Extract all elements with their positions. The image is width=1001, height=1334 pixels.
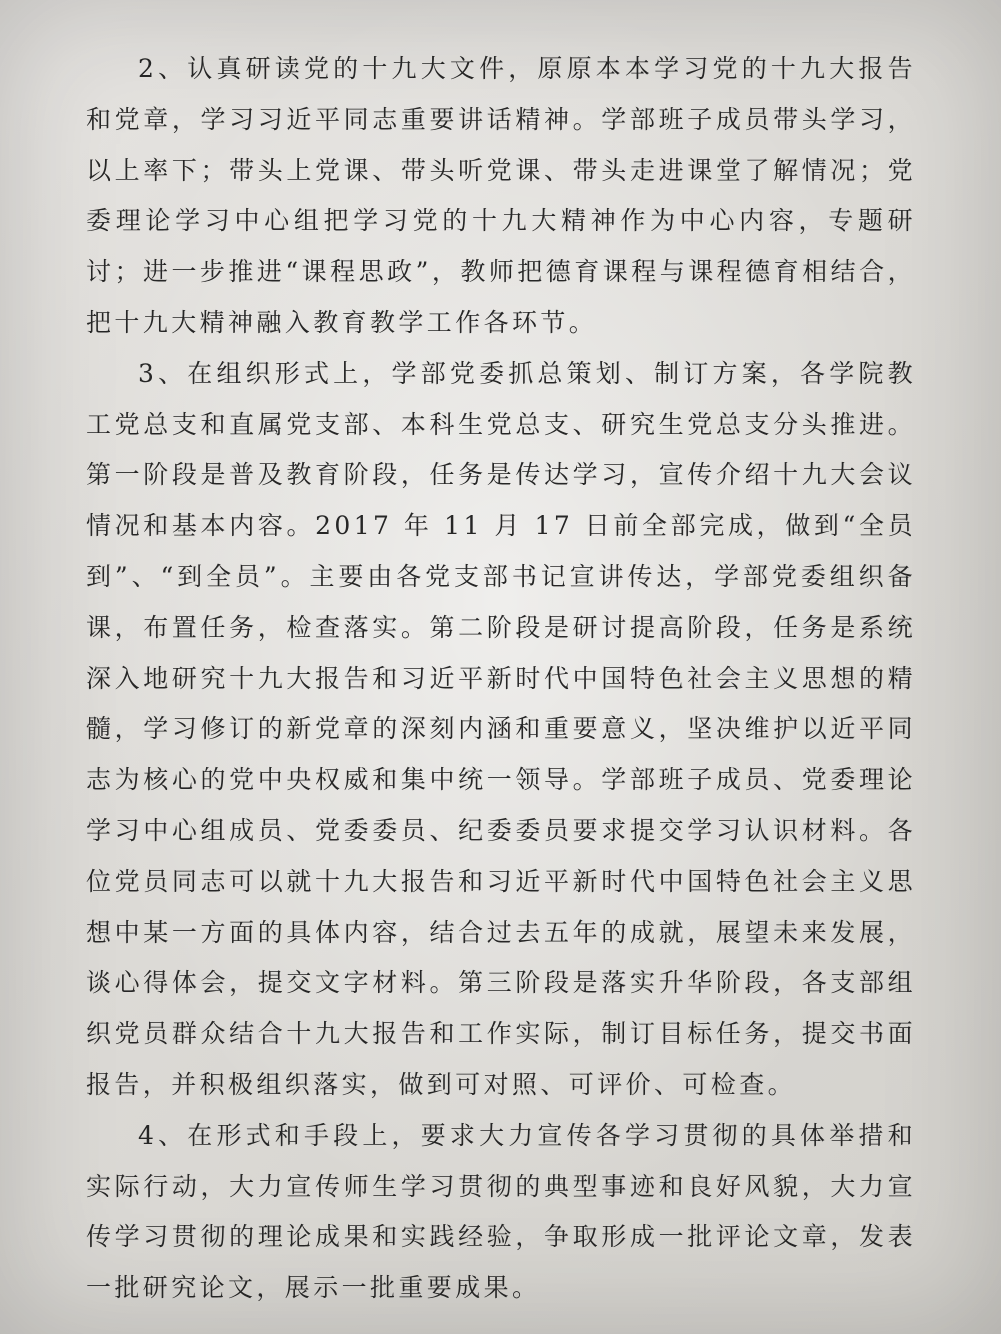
paragraph-4: 4、在形式和手段上，要求大力宣传各学习贯彻的具体举措和实际行动，大力宣传师生学习贯彻的典型事迹和良好风貌，大力宣传学习贯彻的理论成果和实践经验，争取形成一批评论文章，发表一批研究论文，展示一批重要成果。 — [86, 1120, 916, 1303]
document-body — [86, 44, 916, 1314]
paragraph-3: 3、在组织形式上，学部党委抓总策划、制订方案，各学院教工党总支和直属党支部、本科生党总支、研究生党总支分头推进。第一阶段是普及教育阶段，任务是传达学习，宣传介绍十九大会议情况和基本内容。2017 年 11 月 17 日前全部完成，做到“全员到”、“到全员”。主要由各党支部书记宣讲传达，学部党委组织备课，布置任务，检查落实。第二阶段是研讨提高阶段，任务是系统深入地研究十九大报告和习近平新时代中国特色社会主义思想的精髓，学习修订的新党章的深刻内涵和重要意义，坚决维护以近平同志为核心的党中央权威和集中统一领导。学部班子成员、党委理论学习中心组成员、党委委员、纪委委员要求提交学习认识材料。各位党员同志可以就十九大报告和习近平新时代中国特色社会主义思想中某一方面的具体内容，结合过去五年的成就，展望未来发展，谈心得体会，提交文字材料。第三阶段是落实升华阶段，各支部组织党员群众结合十九大报告和工作实际，制订目标任务，提交书面报告，并积极组织落实，做到可对照、可评价、可检查。 — [86, 358, 916, 1099]
paragraph-2: 2、认真研读党的十九大文件，原原本本学习党的十九大报告和党章，学习习近平同志重要讲话精神。学部班子成员带头学习，以上率下；带头上党课、带头听党课、带头走进课堂了解情况；党委理论学习中心组把学习党的十九大精神作为中心内容，专题研讨；进一步推进“课程思政”，教师把德育课程与课程德育相结合，把十九大精神融入教育教学工作各环节。 — [86, 54, 916, 337]
